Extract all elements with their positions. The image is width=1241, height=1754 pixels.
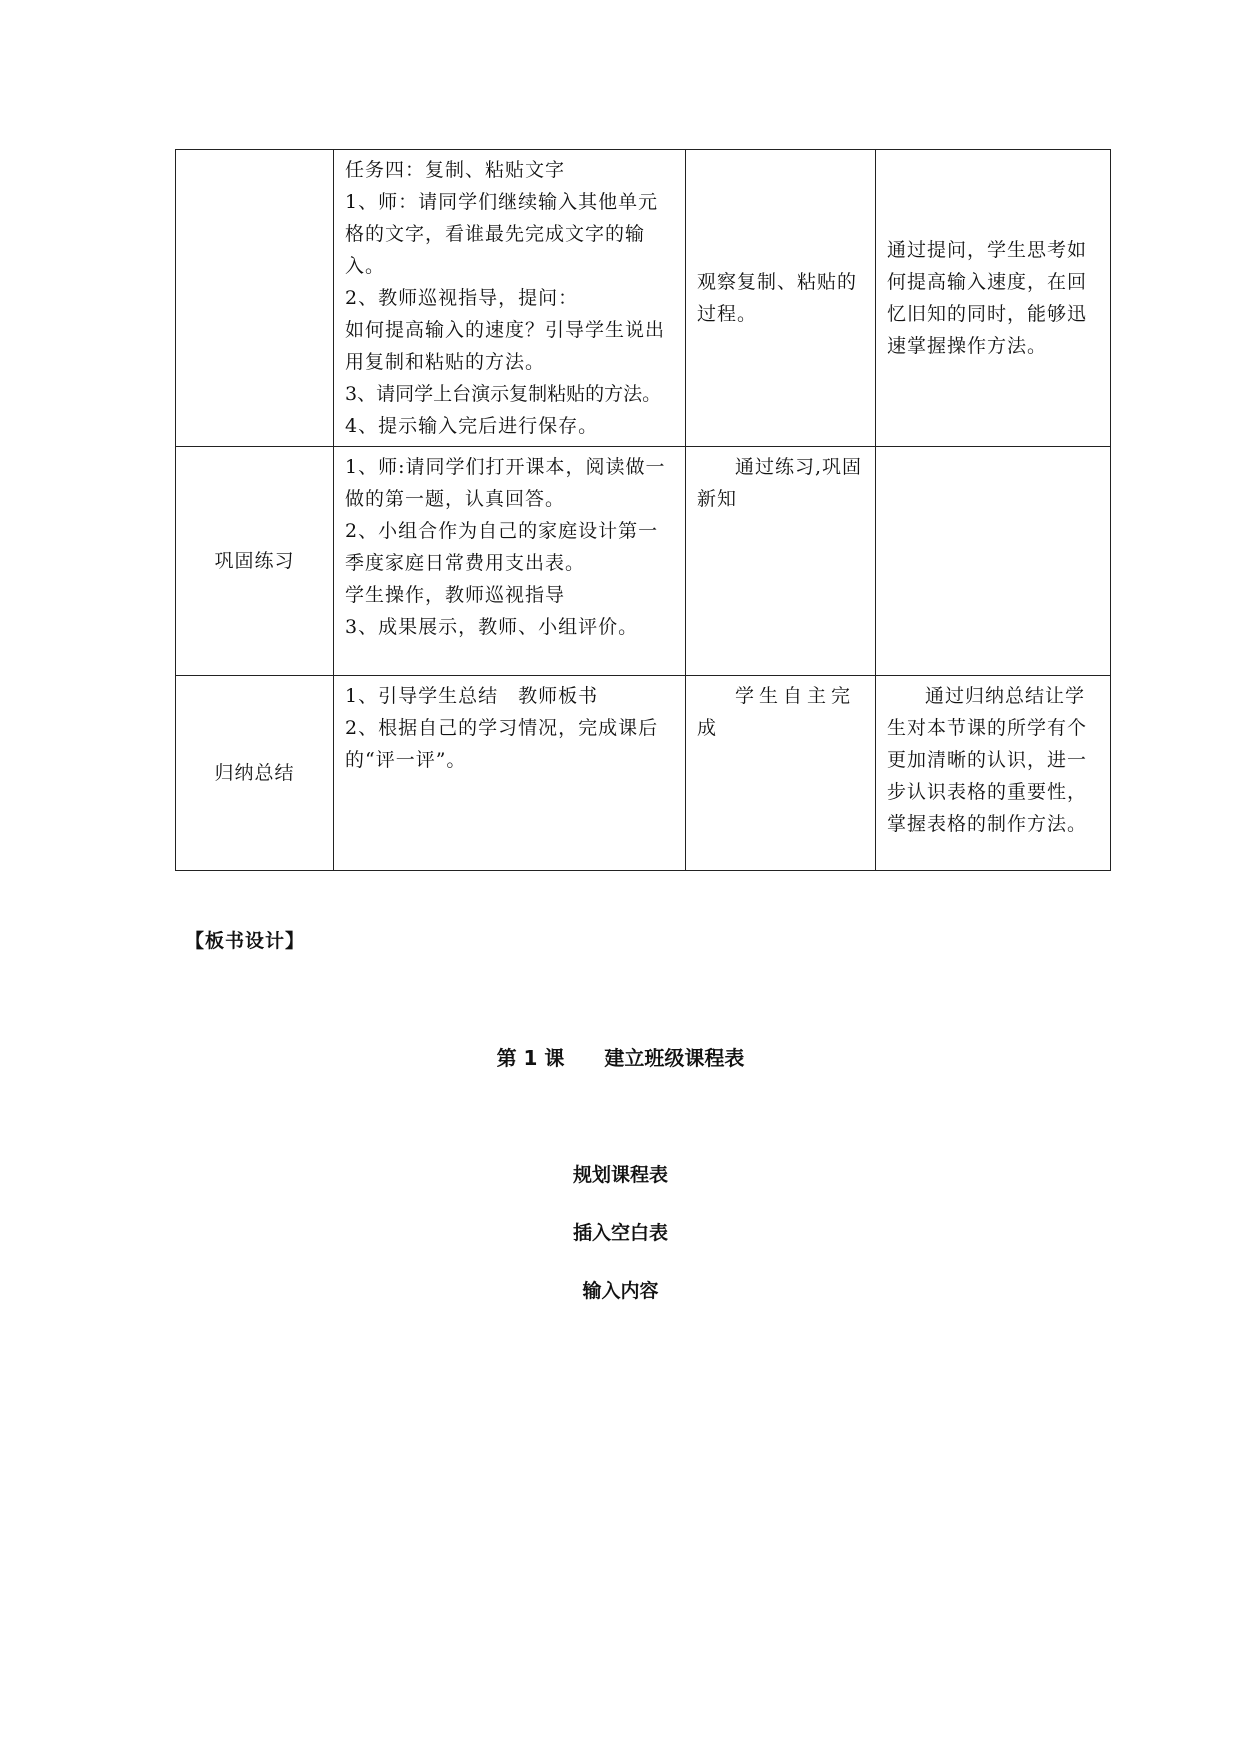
teacher-activity-cell: [334, 447, 686, 676]
lesson-plan-table: [175, 149, 1111, 871]
teacher-line: 4、提示输入完后进行保存。: [345, 415, 599, 437]
design-intent-cell: [876, 676, 1111, 871]
lesson-title: [0, 1042, 1241, 1071]
stage-cell: [176, 150, 334, 447]
student-text: 学生自主完成: [697, 685, 856, 739]
table-row: [176, 150, 1111, 447]
teacher-line: 学生操作，教师巡视指导: [345, 584, 566, 606]
table-row: [176, 447, 1111, 676]
teacher-line: 2、根据自己的学习情况，完成课后的“评一评”。: [345, 717, 659, 771]
teacher-activity-cell: [334, 676, 686, 871]
design-intent-cell: 通过提问，学生思考如何提高输入速度，在回忆旧知的同时，能够迅速掌握操作方法。: [876, 150, 1111, 447]
teacher-line: 2、小组合作为自己的家庭设计第一季度家庭日常费用支出表。: [345, 520, 659, 574]
student-activity-cell: 观察复制、粘贴的过程。: [686, 150, 876, 447]
student-text: 通过练习,巩固新知: [697, 456, 863, 510]
teacher-line: 3、请同学上台演示复制粘贴的方法。: [345, 383, 662, 405]
board-item: 规划课程表: [572, 1164, 668, 1186]
lesson-number: 第 1 课: [496, 1046, 565, 1070]
teacher-activity-cell: [334, 150, 686, 447]
board-design-heading: 【板书设计】: [185, 930, 306, 952]
lesson-name: 建立班级课程表: [604, 1046, 745, 1070]
teacher-line: 如何提高输入的速度？引导学生说出用复制和粘贴的方法。: [345, 319, 666, 373]
design-intent-cell: [876, 447, 1111, 676]
intent-text: 通过归纳总结让学生对本节课的所学有个更加清晰的认识，进一步认识表格的重要性，掌握表格的制作方法。: [887, 685, 1088, 835]
table-row: [176, 676, 1111, 871]
stage-cell: 归纳总结: [176, 676, 334, 871]
student-activity-cell: [686, 676, 876, 871]
teacher-line: 任务四：复制、粘贴文字: [345, 159, 566, 181]
teacher-line: 2、教师巡视指导，提问：: [345, 287, 579, 309]
teacher-line: 1、师：请同学们继续输入其他单元格的文字，看谁最先完成文字的输入。: [345, 191, 659, 277]
teacher-line: 1、引导学生总结 教师板书: [345, 685, 599, 707]
board-item: 插入空白表: [572, 1222, 668, 1244]
board-item: 输入内容: [582, 1280, 659, 1302]
student-activity-cell: [686, 447, 876, 676]
teacher-line: 1、师:请同学们打开课本，阅读做一做的第一题，认真回答。: [345, 456, 666, 510]
teacher-line: 3、成果展示，教师、小组评价。: [345, 616, 639, 638]
stage-cell: 巩固练习: [176, 447, 334, 676]
